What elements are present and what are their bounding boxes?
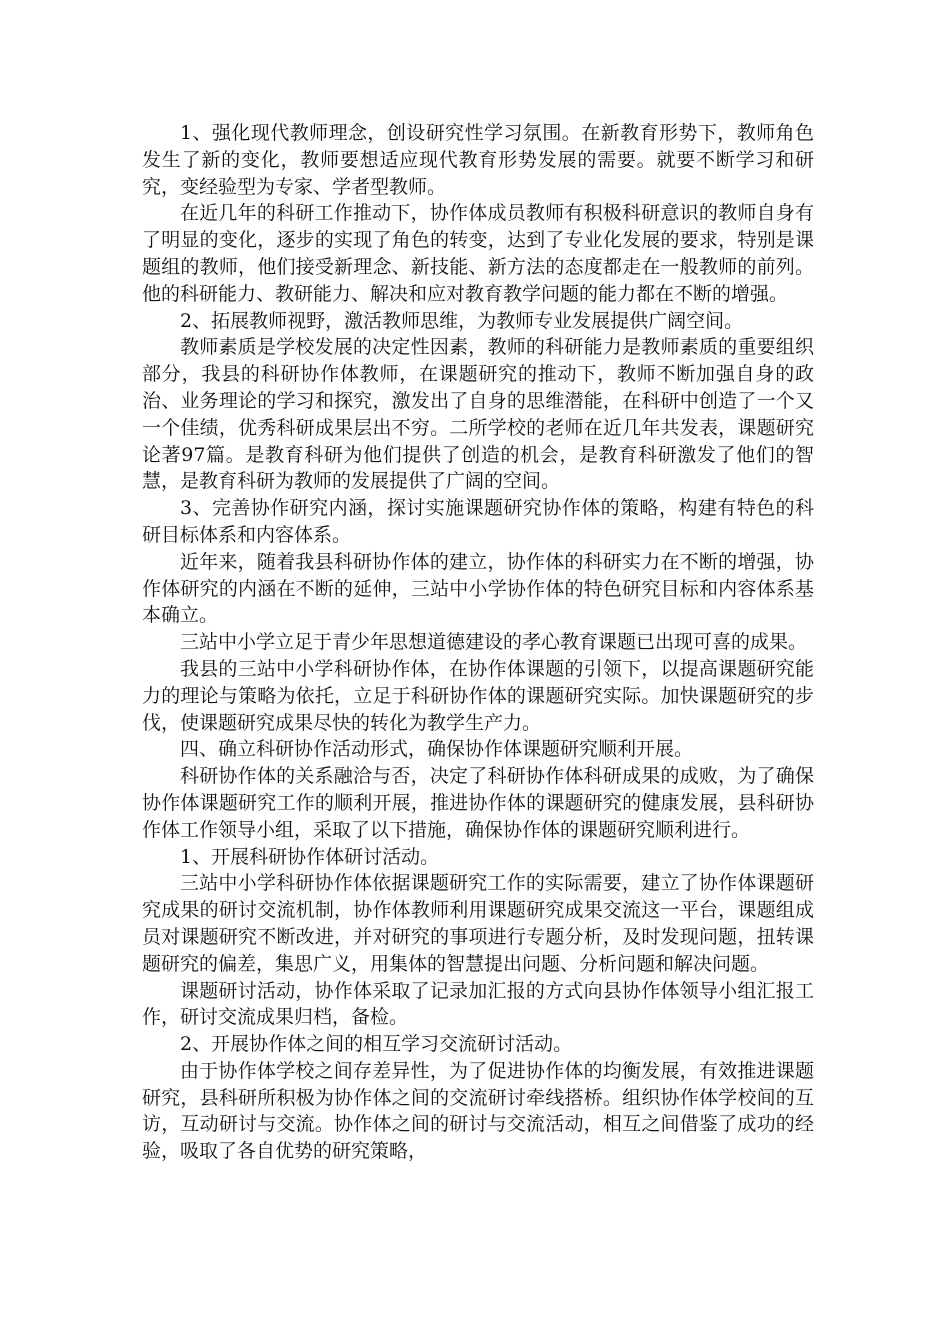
paragraph-7: 三站中小学立足于青少年思想道德建设的孝心教育课题已出现可喜的成果。 (180, 631, 808, 654)
paragraph-12: 三站中小学科研协作体依据课题研究工作的实际需要，建立了协作体课题研究成果的研讨交流机制，协作体教师利用课题研究成果交流这一平台，课题组成员对课题研究不断改进，并对研究的事项进行专题分析，及时发现问题，扭转课题研究的偏差，集思广义，用集体的智慧提出问题、分析问题和解决问题。 (142, 872, 814, 975)
paragraph-5: 3、完善协作研究内涵，探讨实施课题研究协作体的策略，构建有特色的科研目标体系和内容体系。 (142, 497, 814, 546)
paragraph-3: 2、拓展教师视野，激活教师思维，为教师专业发展提供广阔空间。 (180, 309, 744, 332)
document-body (142, 120, 814, 1165)
paragraph-2: 在近几年的科研工作推动下，协作体成员教师有积极科研意识的教师自身有了明显的变化，逐步的实现了角色的转变，达到了专业化发展的要求，特别是课题组的教师，他们接受新理念、新技能、新方法的态度都走在一般教师的前列。他的科研能力、教研能力、解决和应对教育教学问题的能力都在不断的增强。 (142, 202, 814, 305)
paragraph-10: 科研协作体的关系融洽与否，决定了科研协作体科研成果的成败，为了确保协作体课题研究工作的顺利开展，推进协作体的课题研究的健康发展，县科研协作体工作领导小组，采取了以下措施，确保协作体的课题研究顺利进行。 (142, 765, 814, 841)
paragraph-15: 由于协作体学校之间存差异性，为了促进协作体的均衡发展，有效推进课题研究，县科研所积极为协作体之间的交流研讨牵线搭桥。组织协作体学校间的互访，互动研讨与交流。协作体之间的研讨与交流活动，相互之间借鉴了成功的经验，吸取了各自优势的研究策略， (142, 1059, 814, 1163)
paragraph-14: 2、开展协作体之间的相互学习交流研讨活动。 (180, 1033, 573, 1056)
paragraph-11: 1、开展科研协作体研讨活动。 (180, 845, 440, 868)
paragraph-9: 四、确立科研协作活动形式，确保协作体课题研究顺利开展。 (180, 738, 694, 761)
paragraph-8: 我县的三站中小学科研协作体，在协作体课题的引领下，以提高课题研究能力的理论与策略为依托，立足于科研协作体的课题研究实际。加快课题研究的步伐，使课题研究成果尽快的转化为教学生产力。 (142, 657, 814, 734)
paragraph-1: 1、强化现代教师理念，创设研究性学习氛围。在新教育形势下，教师角色发生了新的变化，教师要想适应现代教育形势发展的需要。就要不断学习和研究，变经验型为专家、学者型教师。 (142, 122, 814, 198)
paragraph-13: 课题研讨活动，协作体采取了记录加汇报的方式向县协作体领导小组汇报工作，研讨交流成果归档，备检。 (142, 979, 814, 1029)
paragraph-6: 近年来，随着我县科研协作体的建立，协作体的科研实力在不断的增强，协作体研究的内涵在不断的延伸，三站中小学协作体的特色研究目标和内容体系基本确立。 (142, 550, 814, 627)
paragraph-4: 教师素质是学校发展的决定性因素，教师的科研能力是教师素质的重要组织部分，我县的科研协作体教师，在课题研究的推动下，教师不断加强自身的政治、业务理论的学习和探究，激发出了自身的思维潜能，在科研中创造了一个又一个佳绩，优秀科研成果层出不穷。二所学校的老师在近几年共发表，课题研究论著97篇。是教育科研为他们提供了创造的机会，是教育科研激发了他们的智慧，是教育科研为教师的发展提供了广阔的空间。 (142, 336, 814, 493)
